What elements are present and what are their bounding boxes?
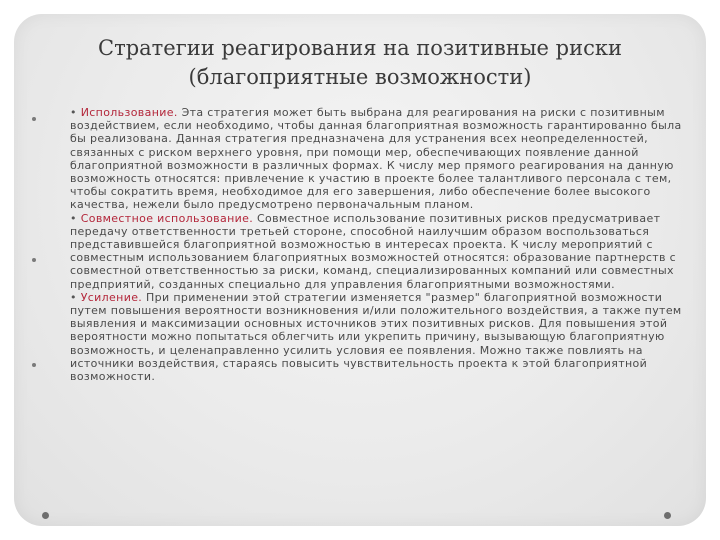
paragraph-usage-text: Эта стратегия может быть выбрана для реагирования на риски с позитивным воздействием, если необходимо, чтобы данная благоприятная возможность гарантированно была бы реализована. Данная стратегия предназначена для устранения всех неопределенностей, связанных с риском верхнего уровня, при помощи мер, обеспечивающих появление данной благоприятной возможности в различных формах. К числу мер прямого реагирования на данную возможность относятся: привлечение к участию в проекте более талантливого персонала с тем, чтобы сократить время, необходимое для его завершения, либо обеспечение более высокого качества, нежели было предусмотрено первоначальным планом. xyxy=(70,106,682,212)
paragraph-sharing xyxy=(70,212,686,291)
paragraph-sharing-text: Совместное использование позитивных рисков предусматривает передачу ответственности третьей стороне, способной наилучшим образом воспользоваться представившейся благоприятной возможностью в интересах проекта. К числу мероприятий с совместным использованием благоприятных возможностей относятся: образование партнерств с совместной ответственностью за риски, команд, специализированных компаний или совместных предприятий, созданных специально для управления благоприятными возможностями. xyxy=(70,211,677,291)
corner-dot-right xyxy=(664,512,671,519)
slide-body xyxy=(70,106,686,383)
term-usage: Использование. xyxy=(80,106,178,119)
bullet-point-1 xyxy=(32,117,36,121)
paragraph-enhance-text: При применении этой стратегии изменяется "размер" благоприятной возможности путем повышения вероятности возникновения и/или положительного воздействия, а также путем выявления и максимизации основных источников этих позитивных рисков. Для повышения этой вероятности можно попытаться облегчить или укрепить причину, вызывающую благоприятную возможность, и целенаправленно усилить условия ее появления. Можно также повлиять на источники воздействия, стараясь повысить чувствительность проекта к этой благоприятной возможности. xyxy=(70,290,682,384)
inline-bullet: • xyxy=(70,290,77,304)
inline-bullet: • xyxy=(70,211,77,225)
paragraph-usage xyxy=(70,106,686,212)
bullet-point-3 xyxy=(32,363,36,367)
term-sharing: Совместное использование. xyxy=(80,211,254,225)
slide-title-line-1: Стратегии реагирования на позитивные риски xyxy=(98,36,622,60)
bullet-point-2 xyxy=(32,258,36,262)
slide-title-line-2: (благоприятные возможности) xyxy=(188,65,532,89)
paragraph-enhance xyxy=(70,291,686,383)
slide-title xyxy=(40,34,680,92)
corner-dot-left xyxy=(42,512,49,519)
term-enhance: Усиление. xyxy=(80,290,143,304)
inline-bullet: • xyxy=(70,106,77,119)
